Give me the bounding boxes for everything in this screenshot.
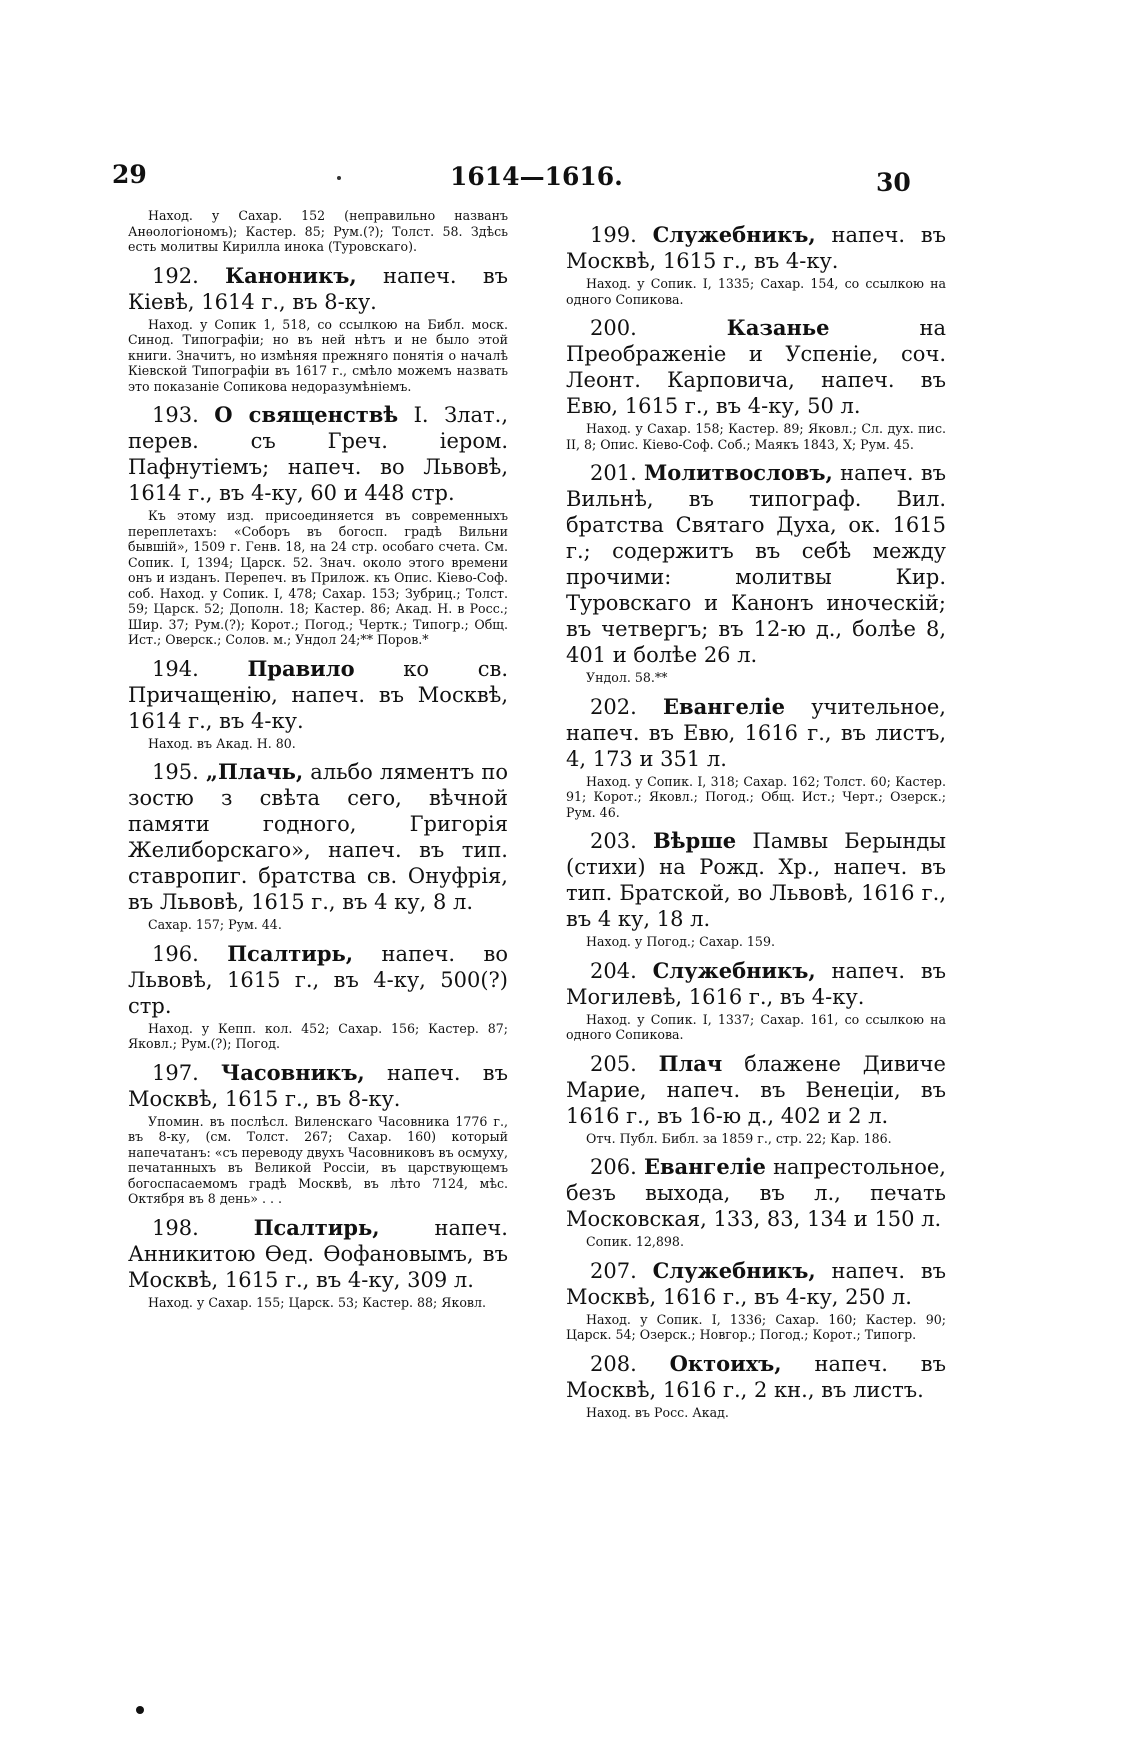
entry-number: 196.: [152, 941, 199, 966]
entry-number: 205.: [590, 1051, 637, 1076]
entry-note: Сопик. 12,898.: [586, 1234, 684, 1249]
entry-note: Ундол. 58.**: [586, 670, 668, 685]
entry-number: 194.: [152, 656, 199, 681]
entry-headword: Евангеліе: [643, 1154, 766, 1179]
entry-number: 200.: [590, 316, 637, 340]
entry-description: напеч. въ Москвѣ, 1616 г., 2 кн., въ листъ.: [566, 1351, 946, 1402]
entry-headword: Часовникъ,: [221, 1059, 365, 1085]
entry-description: на Преображеніе и Успеніе, соч. Леонт. Карповича, напеч. въ Евю, 1615 г., въ 4-ку, 50 л.: [566, 316, 946, 418]
entry-headword: Служебникъ,: [652, 957, 816, 983]
entry-note: Наход. у Сопик. I, 1336; Сахар. 160; Кастер. 90; Царск. 54; Озерск.; Новгор.; Погод.; Корот.; Типогр.: [566, 1311, 946, 1342]
entry-number: 195.: [152, 760, 199, 784]
entry-number: 201.: [590, 461, 637, 485]
entry-198: [128, 1215, 508, 1311]
header-dot: [337, 176, 341, 180]
entry-note: Наход. въ Росс. Акад.: [586, 1404, 729, 1420]
entry-description: Памвы Берынды (стихи) на Рожд. Хр., напеч. въ тип. Братской, во Львовѣ, 1616 г., въ 4 ку, 18 л.: [566, 829, 946, 931]
entry-207: [566, 1258, 946, 1343]
entry-description: напеч. въ Москвѣ, 1615 г., въ 8-ку.: [128, 1060, 508, 1111]
entry-description: напеч. въ Могилевѣ, 1616 г., въ 4-ку.: [566, 958, 946, 1009]
entry-note: Наход. у Кепп. кол. 452; Сахар. 156; Кастер. 87; Яковл.; Рум.(?); Погод.: [128, 1020, 508, 1051]
entry-description: напеч. въ Вильнѣ, въ типограф. Вил. братства Святаго Духа, ок. 1615 г.; содержитъ въ себѣ между прочими: молитвы Кир. Туровскаго и Канонъ иноческій; въ четвергъ; въ 12-ю д., болѣе 8, 401 и болѣе 26 л.: [566, 461, 946, 667]
continued-note-text: Наход. у Сахар. 152 (неправильно названъ Анѳологіономъ); Кастер. 85; Рум.(?); Толст. 58. Здѣсь есть молитвы Кирилла инока (Туровскаго).: [128, 208, 508, 254]
entry-description: напрестольное, безъ выхода, въ л., печать Московская, 133, 83, 134 и 150 л.: [566, 1155, 946, 1231]
entry-description: альбо ляментъ по зостю з свѣта сего, вѣчной памяти годного, Григорія Желиборскаго», напеч. въ тип. ставропиг. братства св. Онуфрія, въ Львовѣ, 1615 г., въ 4 ку, 8 л.: [128, 760, 508, 914]
entry-193: [128, 402, 508, 648]
entry-number: 202.: [590, 694, 637, 719]
entry-headword: Плач: [658, 1050, 723, 1076]
entry-headword: Служебникъ,: [652, 1257, 816, 1283]
entry-description: блажене Дивиче Марие, напеч. въ Венеціи, въ 1616 г., въ 16-ю д., 402 и 2 л.: [566, 1051, 946, 1128]
entry-description: І. Злат., перев. съ Греч. іером. Пафнутіемъ; напеч. во Львовѣ, 1614 г., въ 4-ку, 60 и 448 стр.: [128, 403, 508, 505]
entry-description: напеч. во Львовѣ, 1615 г., въ 4-ку, 500(?) стр.: [128, 941, 508, 1018]
entry-number: 207.: [590, 1258, 637, 1283]
entry-194: [128, 656, 508, 752]
entry-headword: Каноникъ,: [225, 262, 357, 288]
entry-description: напеч. въ Москвѣ, 1615 г., въ 4-ку.: [566, 223, 946, 273]
entry-description: напеч. Анникитою Ѳед. Ѳофановымъ, въ Москвѣ, 1615 г., въ 4-ку, 309 л.: [128, 1215, 508, 1292]
entry-headword: „Плачь,: [205, 759, 304, 784]
entry-208: [566, 1351, 946, 1421]
entry-description: учительное, напеч. въ Евю, 1616 г., въ листъ, 4, 173 и 351 л.: [566, 694, 946, 771]
entry-description: напеч. въ Москвѣ, 1616 г., въ 4-ку, 250 л.: [566, 1258, 946, 1309]
entry-201: [566, 460, 946, 686]
entry-note: Наход. у Погод.; Сахар. 159.: [586, 934, 775, 949]
entry-headword: Вѣрше: [653, 828, 737, 853]
entry-206: [566, 1154, 946, 1250]
entry-description: ко св. Причащенію, напеч. въ Москвѣ, 1614 г., въ 4-ку.: [128, 656, 508, 733]
entry-note: Наход. у Сахар. 158; Кастер. 89; Яковл.; Сл. дух. пис. II, 8; Опис. Кіево-Соф. Соб.; Маякъ 1843, X; Рум. 45.: [566, 421, 946, 452]
entry-note: Наход. у Сопик. I, 1337; Сахар. 161, со ссылкою на одного Сопикова.: [566, 1011, 946, 1042]
entry-headword: Псалтирь,: [227, 940, 354, 966]
entry-203: [566, 828, 946, 950]
entry-headword: Псалтирь,: [253, 1214, 380, 1240]
right-column: [566, 222, 946, 1428]
continued-note: [128, 208, 508, 255]
entry-number: 206.: [590, 1155, 637, 1179]
entry-number: 193.: [152, 403, 199, 427]
left-column: [128, 208, 508, 1318]
entry-number: 203.: [590, 829, 637, 853]
entry-192: [128, 263, 508, 395]
page-number-left: 29: [112, 160, 147, 189]
entry-description: напеч. въ Кіевѣ, 1614 г., въ 8-ку.: [128, 263, 508, 314]
entry-note: Упомин. въ послѣсл. Виленскаго Часовника 1776 г., въ 8-ку, (см. Толст. 267; Сахар. 160) который напечатанъ: «съ переводу двухъ Часовниковъ въ осмуху, печатанныхъ въ Великой Россіи, въ царствующемъ богоспасаемомъ градѣ Москвѣ, въ лѣто 7124, мѣс. Октября въ 8 день» . . .: [128, 1113, 508, 1206]
entry-number: 204.: [590, 958, 637, 983]
entry-196: [128, 941, 508, 1052]
entry-headword: О священствѣ: [214, 402, 399, 427]
entry-195: [128, 759, 508, 933]
entry-note: Сахар. 157; Рум. 44.: [148, 917, 282, 932]
entry-headword: Служебникъ,: [652, 222, 816, 247]
running-head-years: 1614—1616.: [450, 162, 623, 191]
ink-spot: [136, 1706, 144, 1714]
entry-headword: Евангеліе: [663, 693, 785, 719]
entry-202: [566, 694, 946, 821]
page-number-right: 30: [876, 168, 911, 197]
entry-note: Наход. у Сахар. 155; Царск. 53; Кастер. 88; Яковл.: [148, 1294, 486, 1310]
entry-note: Наход. у Сопик. I, 1335; Сахар. 154, со ссылкою на одного Сопикова.: [566, 276, 946, 307]
entry-note: Отч. Публ. Библ. за 1859 г., стр. 22; Кар. 186.: [586, 1130, 892, 1146]
entry-note: Къ этому изд. присоединяется въ современныхъ переплетахъ: «Соборъ въ богосп. градѣ Вильни бывшій», 1509 г. Генв. 18, на 24 стр. особаго счета. См. Сопик. I, 1394; Царск. 52. Знач. около этого времени онъ и изданъ. Перепеч. въ Прилож. къ Опис. Кіево-Соф. соб. Наход. у Сопик. I, 478; Сахар. 153; Зубриц.; Толст. 59; Царск. 52; Дополн. 18; Кастер. 86; Акад. Н. в Росс.; Шир. 37; Рум.(?); Корот.; Погод.; Чертк.; Типогр.; Общ. Ист.; Оверск.; Солов. м.; Ундол 24;** Поров.*: [128, 508, 508, 647]
entry-headword: Казанье: [726, 315, 830, 340]
entry-number: 198.: [152, 1215, 199, 1240]
entry-headword: Октоихъ,: [669, 1350, 782, 1376]
entry-number: 199.: [590, 223, 637, 247]
entry-number: 197.: [152, 1060, 199, 1085]
entry-headword: Молитвословъ,: [644, 460, 833, 485]
entry-number: 192.: [152, 263, 199, 288]
entry-197: [128, 1060, 508, 1207]
entry-headword: Правило: [247, 655, 355, 681]
entry-205: [566, 1051, 946, 1147]
entry-number: 208.: [590, 1351, 637, 1376]
entry-note: Наход. у Сопик. I, 318; Сахар. 162; Толст. 60; Кастер. 91; Корот.; Яковл.; Погод.; Общ. Ист.; Черт.; Озерск.; Рум. 46.: [566, 773, 946, 820]
entry-200: [566, 315, 946, 452]
entry-204: [566, 958, 946, 1043]
entry-199: [566, 222, 946, 307]
entry-note: Наход. въ Акад. Н. 80.: [148, 735, 296, 751]
entry-note: Наход. у Сопик 1, 518, со ссылкою на Библ. моск. Синод. Типографіи; но въ ней нѣтъ и не было этой книги. Значитъ, но измѣняя прежняго понятія о началѣ Кіевской Типографіи въ 1617 г., смѣло можемъ назвать это показаніе Сопикова недоразумѣніемъ.: [128, 316, 508, 394]
